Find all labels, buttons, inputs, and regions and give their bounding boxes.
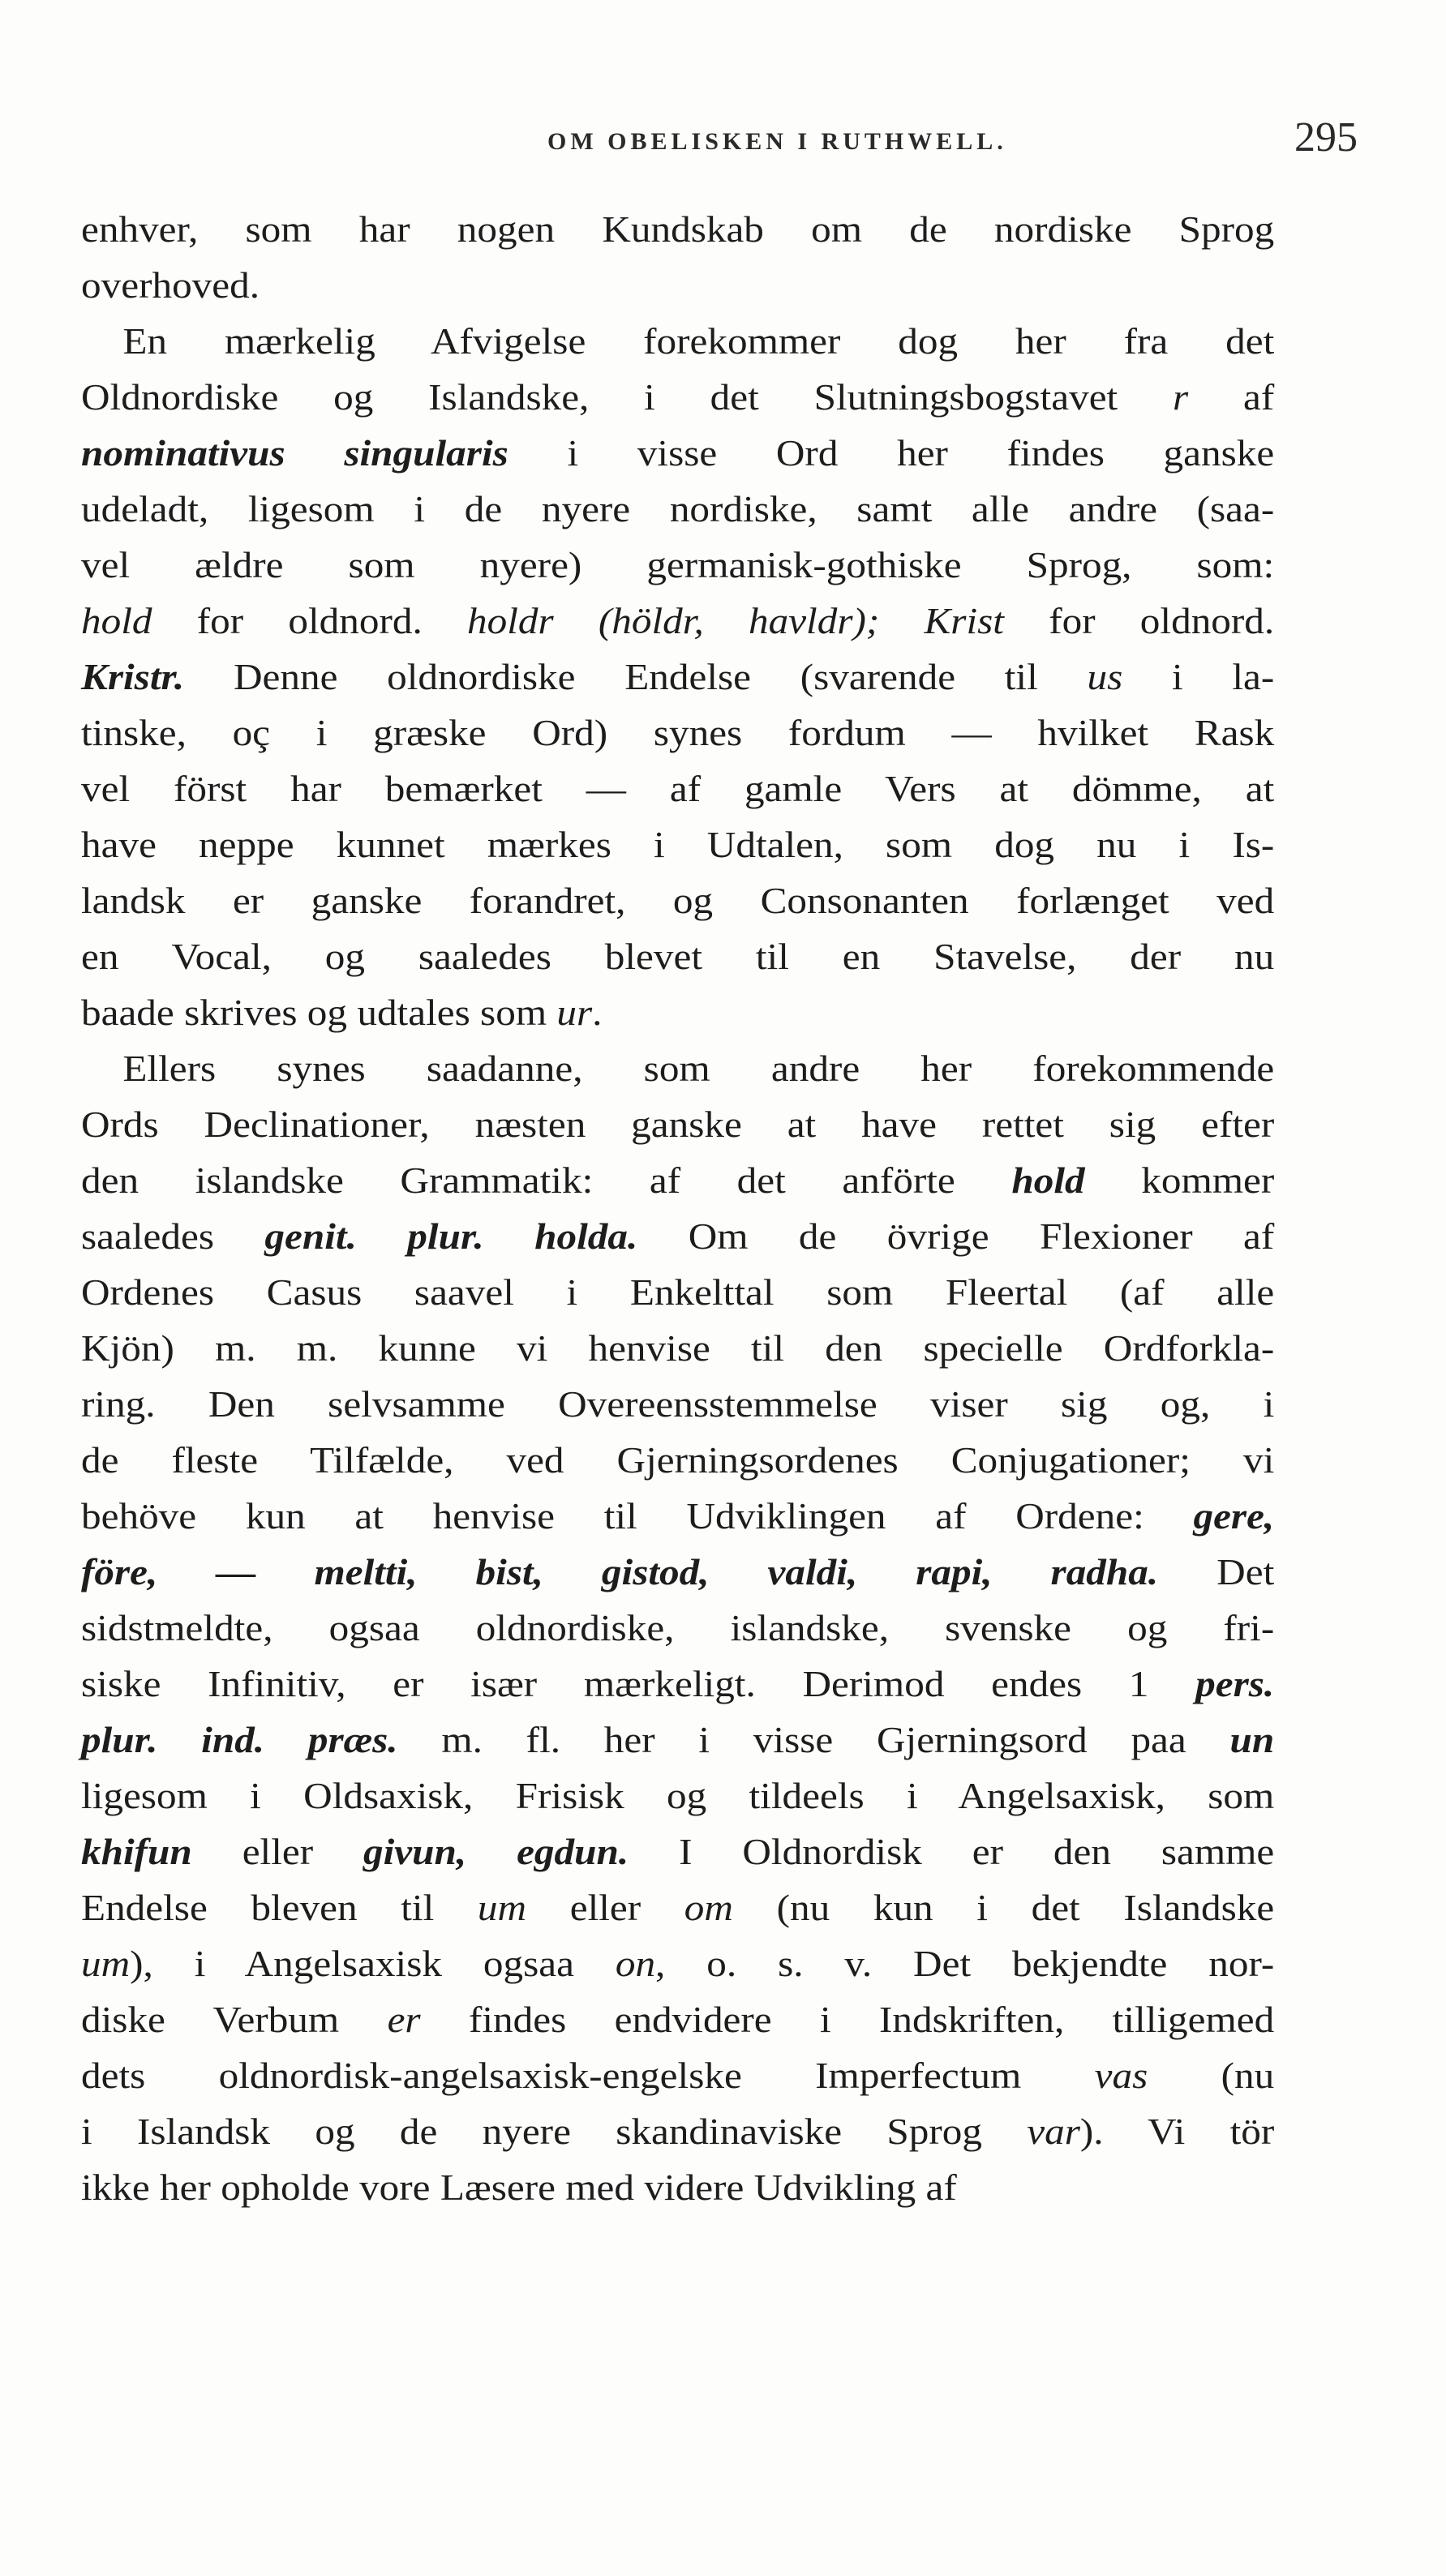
text-run: I Oldnordisk er den samme	[629, 1831, 1275, 1872]
text-line	[81, 313, 1274, 369]
text-run: hold	[1011, 1159, 1085, 1201]
text-run: dets oldnordisk-angelsaxisk-engelske Imperfectum	[81, 2055, 1095, 2096]
text-run: givun, egdun.	[363, 1831, 629, 1872]
text-run: de fleste Tilfælde, ved Gjerningsordenes Conjugationer; vi	[81, 1439, 1275, 1481]
text-run: eller	[526, 1887, 684, 1928]
text-run: Kristr.	[81, 656, 185, 697]
text-line	[81, 1208, 1274, 1264]
text-line	[81, 593, 1274, 649]
paragraph	[81, 1040, 1274, 2215]
text-run: Det	[1158, 1551, 1275, 1592]
text-run: ur	[556, 992, 593, 1033]
text-run: Ords Declinationer, næsten ganske at have rettet sig efter	[81, 1104, 1275, 1145]
text-line	[81, 257, 1274, 313]
text-run: diske Verbum	[81, 1999, 388, 2040]
text-run: hold	[81, 600, 152, 641]
text-line	[81, 1544, 1274, 1600]
text-run: var	[1027, 2111, 1080, 2152]
text-run: nominativus singularis	[81, 432, 508, 474]
text-line	[81, 1712, 1274, 1768]
text-run: tinske, oç i græske Ord) synes fordum — hvilket Rask	[81, 712, 1275, 753]
text-line	[81, 872, 1274, 928]
text-run: er	[387, 1999, 421, 2040]
text-run: un	[1229, 1719, 1275, 1760]
text-run: on	[615, 1943, 656, 1984]
text-line	[81, 761, 1274, 817]
page-number: 295	[1294, 114, 1358, 161]
text-run: kommer	[1084, 1159, 1275, 1201]
text-run: r	[1173, 376, 1189, 418]
text-run: Oldnordiske og Islandske, i det Slutningsbogstavet	[81, 376, 1174, 418]
text-line	[81, 1432, 1274, 1488]
text-line	[81, 1376, 1274, 1432]
text-line	[81, 1824, 1274, 1879]
text-run: den islandske Grammatik: af det anförte	[81, 1159, 1012, 1201]
text-run: Om de övrige Flexioner af	[637, 1215, 1275, 1257]
text-run: for oldnord.	[152, 600, 467, 641]
text-run: genit. plur. holda.	[264, 1215, 638, 1257]
text-line	[81, 2159, 1274, 2215]
text-run: Kjön) m. m. kunne vi henvise til den specielle Ordforkla-	[81, 1327, 1275, 1369]
text-run: Endelse bleven til	[81, 1887, 478, 1928]
text-line	[81, 705, 1274, 761]
text-run: i visse Ord her findes ganske	[508, 432, 1275, 474]
text-run: Ordenes Casus saavel i Enkelttal som Fleertal (af alle	[81, 1271, 1275, 1313]
text-run: vel först har bemærket — af gamle Vers at dömme, at	[81, 768, 1275, 809]
text-line	[81, 2103, 1274, 2159]
text-run: eller	[191, 1831, 364, 1872]
text-run: (nu kun i det Islandske	[732, 1887, 1275, 1928]
text-run: us	[1087, 656, 1123, 697]
text-run: sidstmeldte, ogsaa oldnordiske, islandske, svenske og fri-	[81, 1607, 1275, 1648]
text-run: um	[477, 1887, 527, 1928]
text-run: um	[81, 1943, 131, 1984]
text-run: pers.	[1195, 1663, 1275, 1704]
text-run: om	[684, 1887, 733, 1928]
text-run: Ellers synes saadanne, som andre her forekommende	[122, 1048, 1275, 1089]
text-run: have neppe kunnet mærkes i Udtalen, som dog nu i Is-	[81, 824, 1275, 865]
text-line	[81, 1264, 1274, 1320]
text-line	[81, 928, 1274, 984]
text-run: behöve kun at henvise til Udviklingen af Ordene:	[81, 1495, 1194, 1537]
text-run: plur. ind. præs.	[81, 1719, 398, 1760]
text-run: ), i Angelsaxisk ogsaa	[130, 1943, 616, 1984]
text-line	[81, 1040, 1274, 1096]
text-run: vel ældre som nyere) germanisk-gothiske Sprog, som:	[81, 544, 1275, 585]
text-run: en Vocal, og saaledes blevet til en Stavelse, der nu	[81, 936, 1275, 977]
text-line	[81, 369, 1274, 425]
text-run: holdr (höldr, havldr); Krist	[466, 600, 1004, 641]
text-run: for oldnord.	[1003, 600, 1275, 641]
text-line	[81, 201, 1274, 257]
text-run: ring. Den selvsamme Overeensstemmelse viser sig og, i	[81, 1383, 1275, 1425]
text-run: overhoved.	[81, 264, 260, 306]
text-line	[81, 984, 1274, 1040]
text-line	[81, 537, 1274, 593]
text-run: ligesom i Oldsaxisk, Frisisk og tildeels i Angelsaxisk, som	[81, 1775, 1275, 1816]
text-run: baade skrives og udtales som	[81, 992, 557, 1033]
text-line	[81, 1768, 1274, 1824]
text-run: i la-	[1122, 656, 1275, 697]
text-line	[81, 2047, 1274, 2103]
text-run: vas	[1094, 2055, 1148, 2096]
text-run: ). Vi tör	[1079, 2111, 1275, 2152]
text-run: .	[592, 992, 603, 1033]
text-run: En mærkelig Afvigelse forekommer dog her fra det	[122, 320, 1275, 362]
text-line	[81, 1320, 1274, 1376]
text-line	[81, 817, 1274, 872]
text-line	[81, 1152, 1274, 1208]
text-line	[81, 1096, 1274, 1152]
text-run: ikke her opholde vore Læsere med videre Udvikling af	[81, 2167, 957, 2208]
text-line	[81, 1935, 1274, 1991]
text-line	[81, 1600, 1274, 1656]
text-run: , o. s. v. Det bekjendte nor-	[655, 1943, 1275, 1984]
text-run: udeladt, ligesom i de nyere nordiske, samt alle andre (saa-	[81, 488, 1275, 529]
text-line	[81, 1879, 1274, 1935]
text-run: findes endvidere i Indskriften, tilligemed	[420, 1999, 1275, 2040]
text-line	[81, 1488, 1274, 1544]
text-run: af	[1188, 376, 1275, 418]
text-run: i Islandsk og de nyere skandinaviske Sprog	[81, 2111, 1028, 2152]
paragraph	[81, 201, 1274, 313]
text-run: khifun	[81, 1831, 192, 1872]
text-run: gere,	[1193, 1495, 1275, 1537]
body-text	[81, 201, 1274, 2215]
text-run: m. fl. her i visse Gjerningsord paa	[397, 1719, 1230, 1760]
text-line	[81, 481, 1274, 537]
text-line	[81, 1991, 1274, 2047]
text-run: (nu	[1148, 2055, 1275, 2096]
page-header	[0, 114, 1446, 170]
text-line	[81, 425, 1274, 481]
text-run: siske Infinitiv, er især mærkeligt. Derimod endes 1	[81, 1663, 1196, 1704]
text-run: före, — meltti, bist, gistod, valdi, rapi, radha.	[81, 1551, 1159, 1592]
text-run: Denne oldnordiske Endelse (svarende til	[184, 656, 1088, 697]
text-run: landsk er ganske forandret, og Consonanten forlænget ved	[81, 880, 1275, 921]
text-run: enhver, som har nogen Kundskab om de nordiske Sprog	[81, 208, 1275, 250]
running-title: OM OBELISKEN I RUTHWELL.	[547, 128, 1007, 155]
paragraph	[81, 313, 1274, 1040]
text-line	[81, 649, 1274, 705]
text-run: saaledes	[81, 1215, 265, 1257]
text-line	[81, 1656, 1274, 1712]
